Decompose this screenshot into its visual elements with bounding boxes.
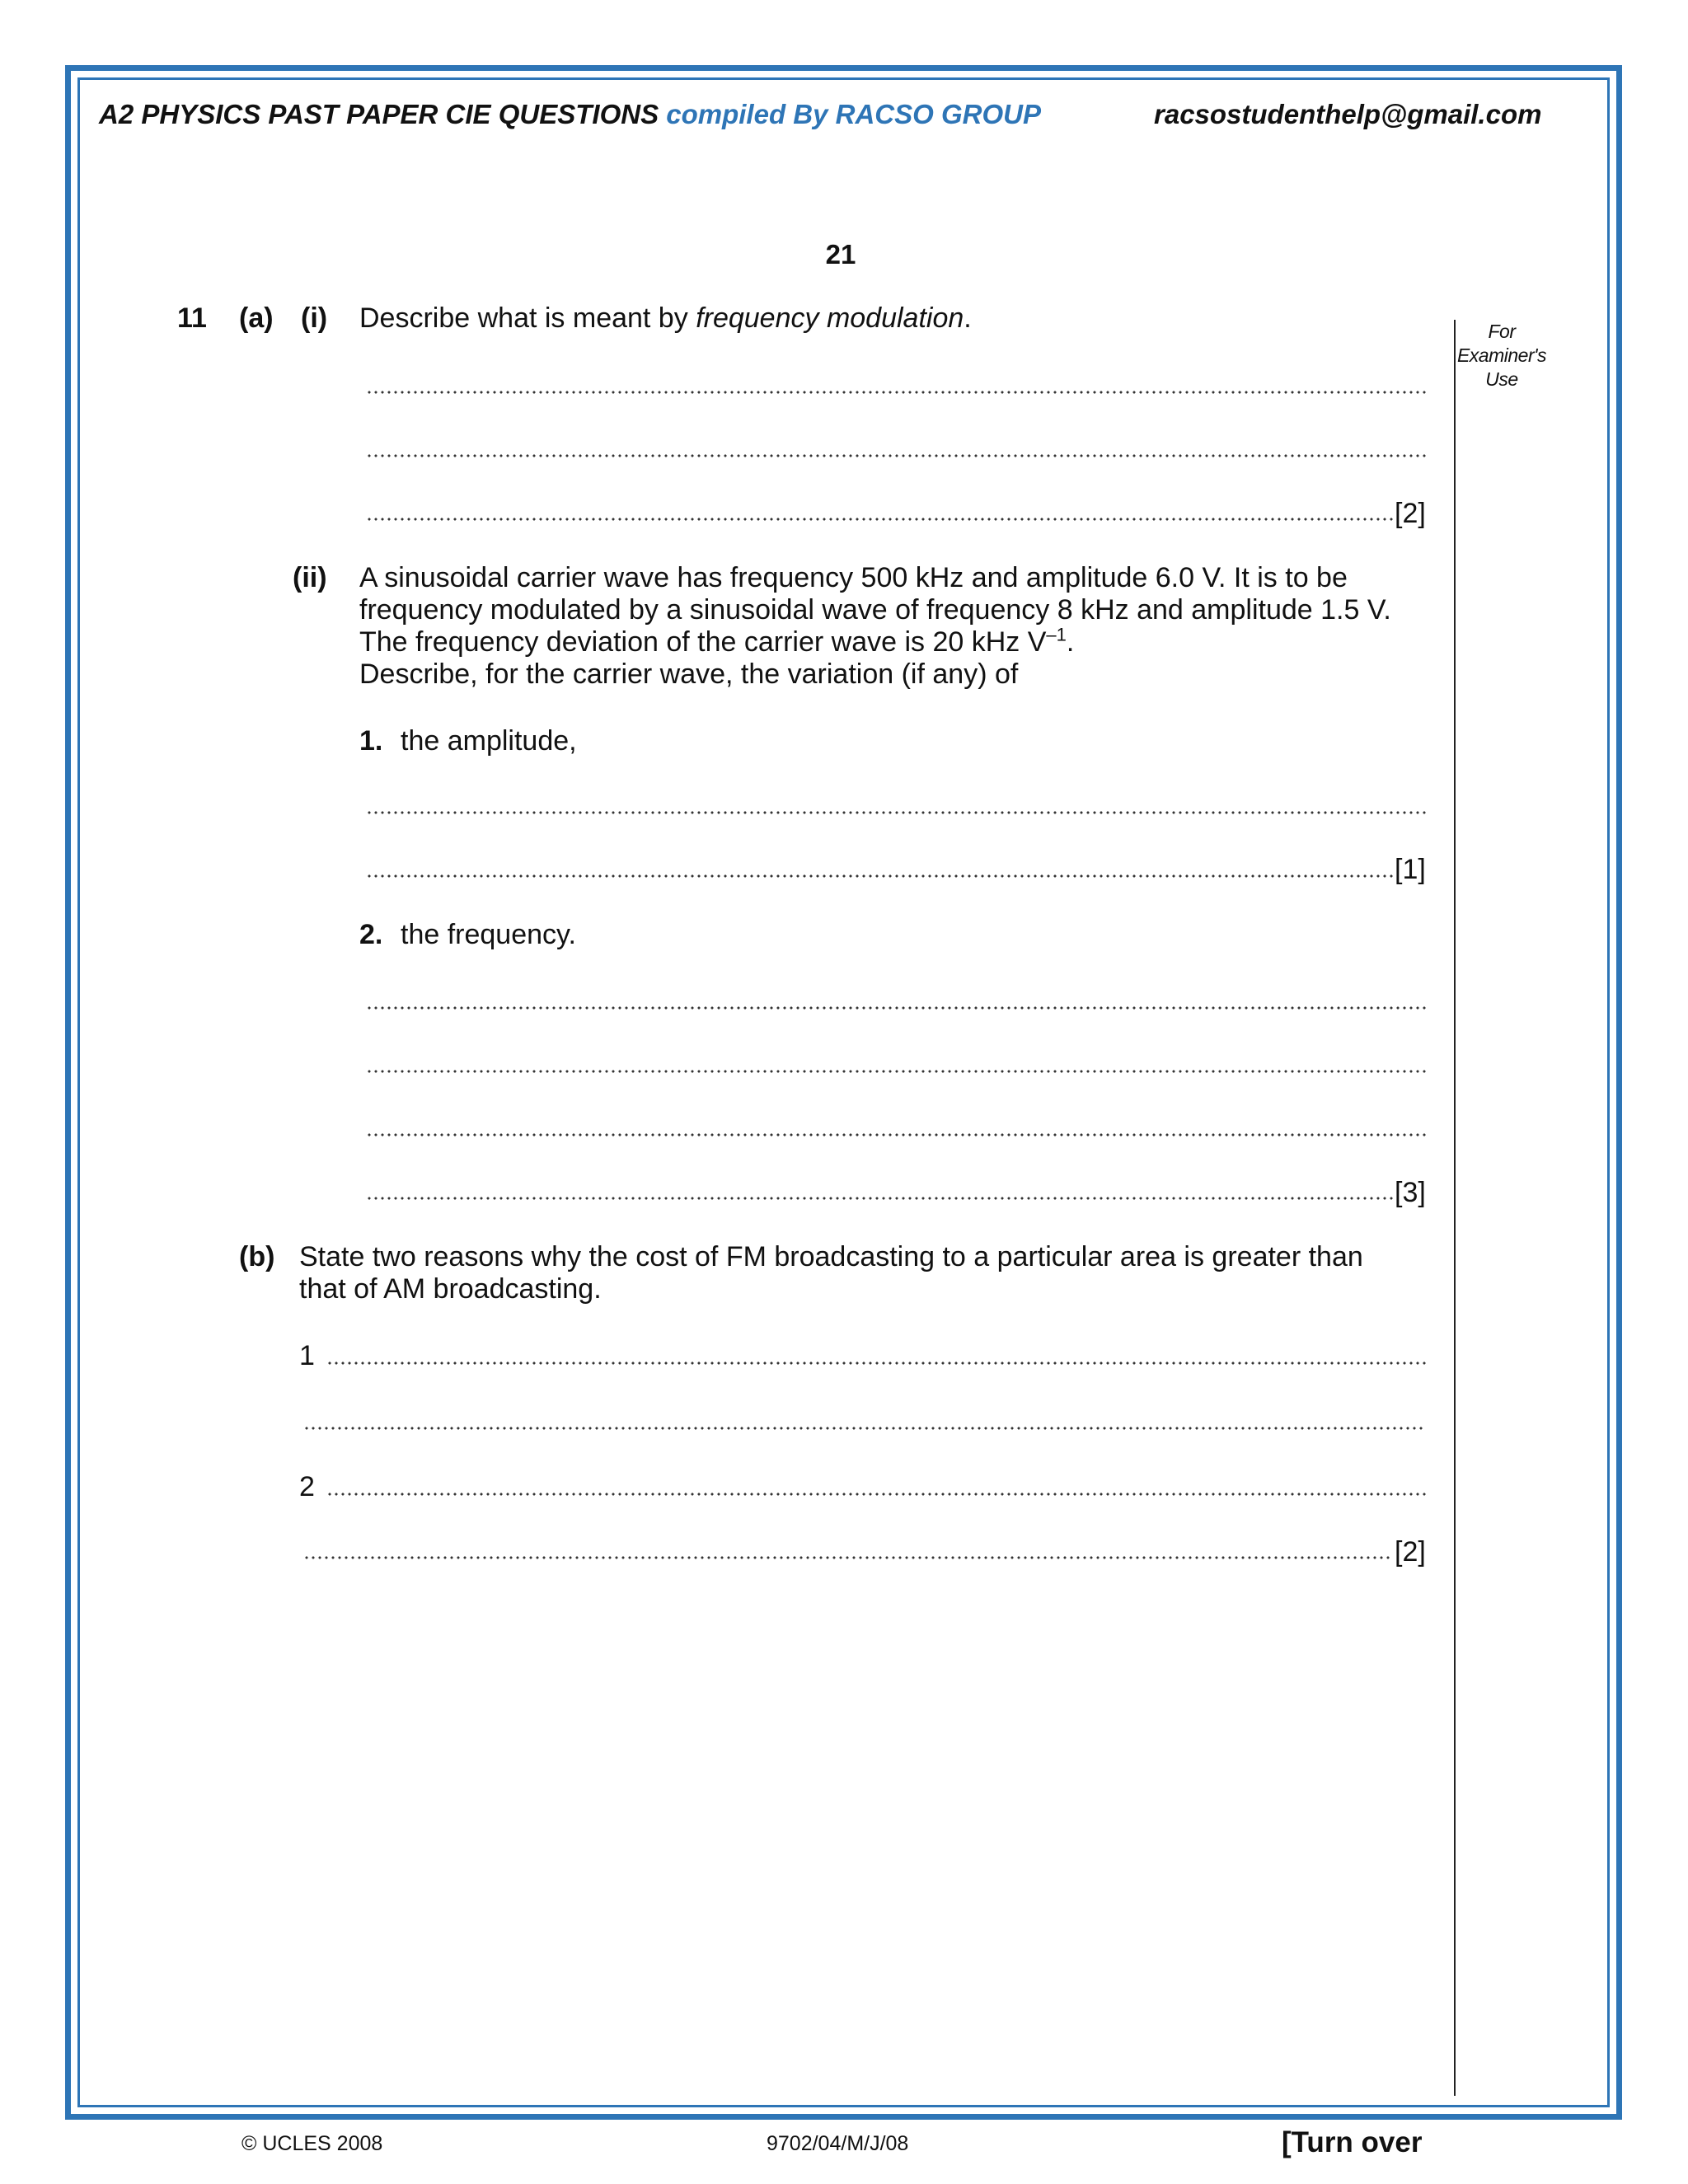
part-b-label: (b) xyxy=(239,1241,275,1272)
part-a-label: (a) xyxy=(239,302,274,334)
question-number: 11 xyxy=(177,302,207,334)
examiner-label-line3: Use xyxy=(1485,368,1518,390)
stem-line: Describe, for the carrier wave, the variation (if any) of xyxy=(359,658,1019,690)
header-title-compiler: compiled By RACSO GROUP xyxy=(666,99,1041,129)
answer-line[interactable] xyxy=(366,1197,1393,1200)
subpart-2-text: the frequency. xyxy=(401,919,576,950)
answer-item-1-number: 1 xyxy=(299,1340,315,1371)
stem-line xyxy=(359,626,1429,658)
turn-over-label: [Turn over xyxy=(1282,2126,1423,2158)
part-a-ii-label: (ii) xyxy=(293,562,327,593)
question-line: State two reasons why the cost of FM broadcasting to a particular area is greater than xyxy=(299,1241,1363,1272)
deviation-exponent: –1 xyxy=(1046,624,1067,645)
part-a-i-term: frequency modulation xyxy=(696,302,964,334)
footer-paper-code: 9702/04/M/J/08 xyxy=(767,2132,909,2155)
answer-line[interactable] xyxy=(303,1556,1393,1559)
subpart-1-number: 1. xyxy=(359,725,383,757)
header-title-main: A2 PHYSICS PAST PAPER CIE QUESTIONS xyxy=(99,99,659,129)
mark-allocation: [3] xyxy=(1395,1177,1426,1208)
answer-line[interactable] xyxy=(366,454,1426,457)
part-a-i-text: Describe what is meant by xyxy=(359,302,688,334)
page-number: 21 xyxy=(825,239,856,269)
part-a-i-question xyxy=(359,302,972,335)
answer-line[interactable] xyxy=(366,811,1426,814)
answer-line[interactable] xyxy=(366,391,1426,394)
answer-line[interactable] xyxy=(303,1427,1426,1430)
examiner-label-line1: For xyxy=(1488,321,1516,342)
subpart-1-text: the amplitude, xyxy=(401,725,577,757)
answer-line[interactable] xyxy=(366,1006,1426,1010)
answer-line[interactable] xyxy=(366,1070,1426,1073)
mark-allocation: [2] xyxy=(1395,1536,1426,1568)
mark-allocation: [1] xyxy=(1395,854,1426,885)
part-a-i-label: (i) xyxy=(301,302,328,334)
answer-line[interactable] xyxy=(326,1361,1426,1365)
deviation-text: The frequency deviation of the carrier wave is 20 kHz V xyxy=(359,626,1047,658)
answer-line[interactable] xyxy=(366,874,1393,878)
subpart-2-number: 2. xyxy=(359,919,383,950)
answer-line[interactable] xyxy=(366,1133,1426,1137)
examiner-label-line2: Examiner's xyxy=(1456,344,1547,366)
examiner-margin-rule xyxy=(1454,320,1456,2096)
stem-line: A sinusoidal carrier wave has frequency 500 kHz and amplitude 6.0 V. It is to be xyxy=(359,562,1348,593)
examiner-use-label xyxy=(1452,320,1551,391)
header-title xyxy=(99,99,1041,130)
page-border-inner xyxy=(77,77,1610,2107)
part-a-ii-stem xyxy=(359,562,1429,691)
footer-copyright: © UCLES 2008 xyxy=(241,2132,383,2155)
header-email: racsostudenthelp@gmail.com xyxy=(1154,99,1542,129)
part-b-question xyxy=(299,1241,1429,1305)
part-a-i-period: . xyxy=(964,302,972,334)
deviation-period: . xyxy=(1066,626,1075,658)
answer-line[interactable] xyxy=(326,1493,1426,1496)
answer-line[interactable] xyxy=(366,518,1393,521)
mark-allocation: [2] xyxy=(1395,498,1426,529)
stem-line: frequency modulated by a sinusoidal wave of frequency 8 kHz and amplitude 1.5 V. xyxy=(359,594,1391,626)
answer-item-2-number: 2 xyxy=(299,1471,315,1502)
question-line: that of AM broadcasting. xyxy=(299,1273,602,1305)
